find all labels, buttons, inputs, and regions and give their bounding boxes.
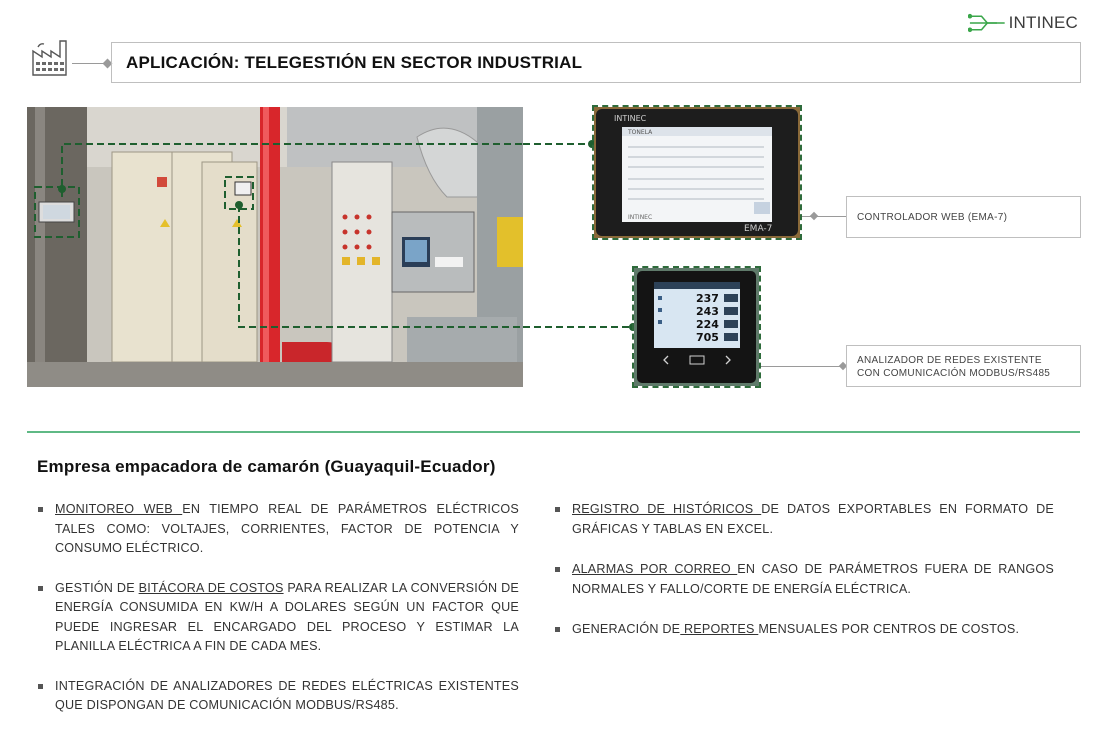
analyzer-reading-3: 224 xyxy=(696,318,719,331)
bullet-square-icon xyxy=(38,507,43,512)
callout-analyzer-line xyxy=(761,366,846,367)
feature-item: ALARMAS POR CORREO EN CASO DE PARÁMETROS FUERA DE RANGOS NORMALES Y FALLO/CORTE DE ENERGÍA ELÉCTRICA. xyxy=(554,560,1054,599)
callout-controller-line xyxy=(802,216,846,217)
title-box xyxy=(111,42,1081,83)
analyzer-callout-line1: ANALIZADOR DE REDES EXISTENTE xyxy=(857,355,1042,366)
web-controller-photo xyxy=(592,105,802,240)
logo-text: INTINEC xyxy=(1008,13,1078,32)
bullet-square-icon xyxy=(38,684,43,689)
bullet-square-icon xyxy=(38,586,43,591)
feature-item: GESTIÓN DE BITÁCORA DE COSTOS PARA REALIZAR LA CONVERSIÓN DE ENERGÍA CONSUMIDA EN KW/H A DOLARES SEGÚN UN FACTOR QUE PUEDE INGRESAR EL ENCARGADO DEL PROCESO Y ESTIMAR LA PLANILLA ELÉCTRICA A FIN DE CADA MES. xyxy=(37,579,519,657)
analyzer-reading-2: 243 xyxy=(696,305,719,318)
controller-callout-text: CONTROLADOR WEB (EMA-7) xyxy=(857,212,1008,223)
feature-item: REGISTRO DE HISTÓRICOS DE DATOS EXPORTABLES EN FORMATO DE GRÁFICAS Y TABLAS EN EXCEL. xyxy=(554,500,1054,539)
bullet-square-icon xyxy=(555,567,560,572)
controller-screen-brand: INTINEC xyxy=(628,214,653,221)
controller-model-label: EMA-7 xyxy=(744,224,773,234)
factory-icon xyxy=(30,37,70,77)
features-list-right xyxy=(554,500,1054,661)
analyzer-callout-line2: CON COMUNICACIÓN MODBUS/RS485 xyxy=(857,368,1051,379)
network-analyzer-photo xyxy=(632,266,761,388)
analyzer-reading-4: 705 xyxy=(696,331,719,344)
industrial-room-photo xyxy=(27,107,523,387)
page-title: APLICACIÓN: TELEGESTIÓN EN SECTOR INDUSTRIAL xyxy=(126,52,583,72)
section-subtitle: Empresa empacadora de camarón (Guayaquil-Ecuador) xyxy=(37,457,496,476)
feature-item: MONITOREO WEB EN TIEMPO REAL DE PARÁMETROS ELÉCTRICOS TALES COMO: VOLTAJES, CORRIENTES, FACTOR DE POTENCIA Y CONSUMO ELÉCTRICO. xyxy=(37,500,519,559)
controller-callout xyxy=(846,196,1081,238)
feature-item: INTEGRACIÓN DE ANALIZADORES DE REDES ELÉCTRICAS EXISTENTES QUE DISPONGAN DE COMUNICACIÓN MODBUS/RS485. xyxy=(37,677,519,716)
controller-screen-title: TONELA xyxy=(628,129,653,136)
intinec-logo xyxy=(968,10,1078,36)
section-divider xyxy=(27,431,1080,433)
feature-item: GENERACIÓN DE REPORTES MENSUALES POR CENTROS DE COSTOS. xyxy=(554,620,1054,640)
bullet-square-icon xyxy=(555,507,560,512)
analyzer-reading-1: 237 xyxy=(696,292,719,305)
features-list-left xyxy=(37,500,519,736)
controller-brand-label: INTINEC xyxy=(614,114,647,123)
circuit-logo-icon xyxy=(968,12,1007,34)
bullet-square-icon xyxy=(555,627,560,632)
callout-controller-dot xyxy=(810,212,818,220)
analyzer-callout xyxy=(846,345,1081,387)
